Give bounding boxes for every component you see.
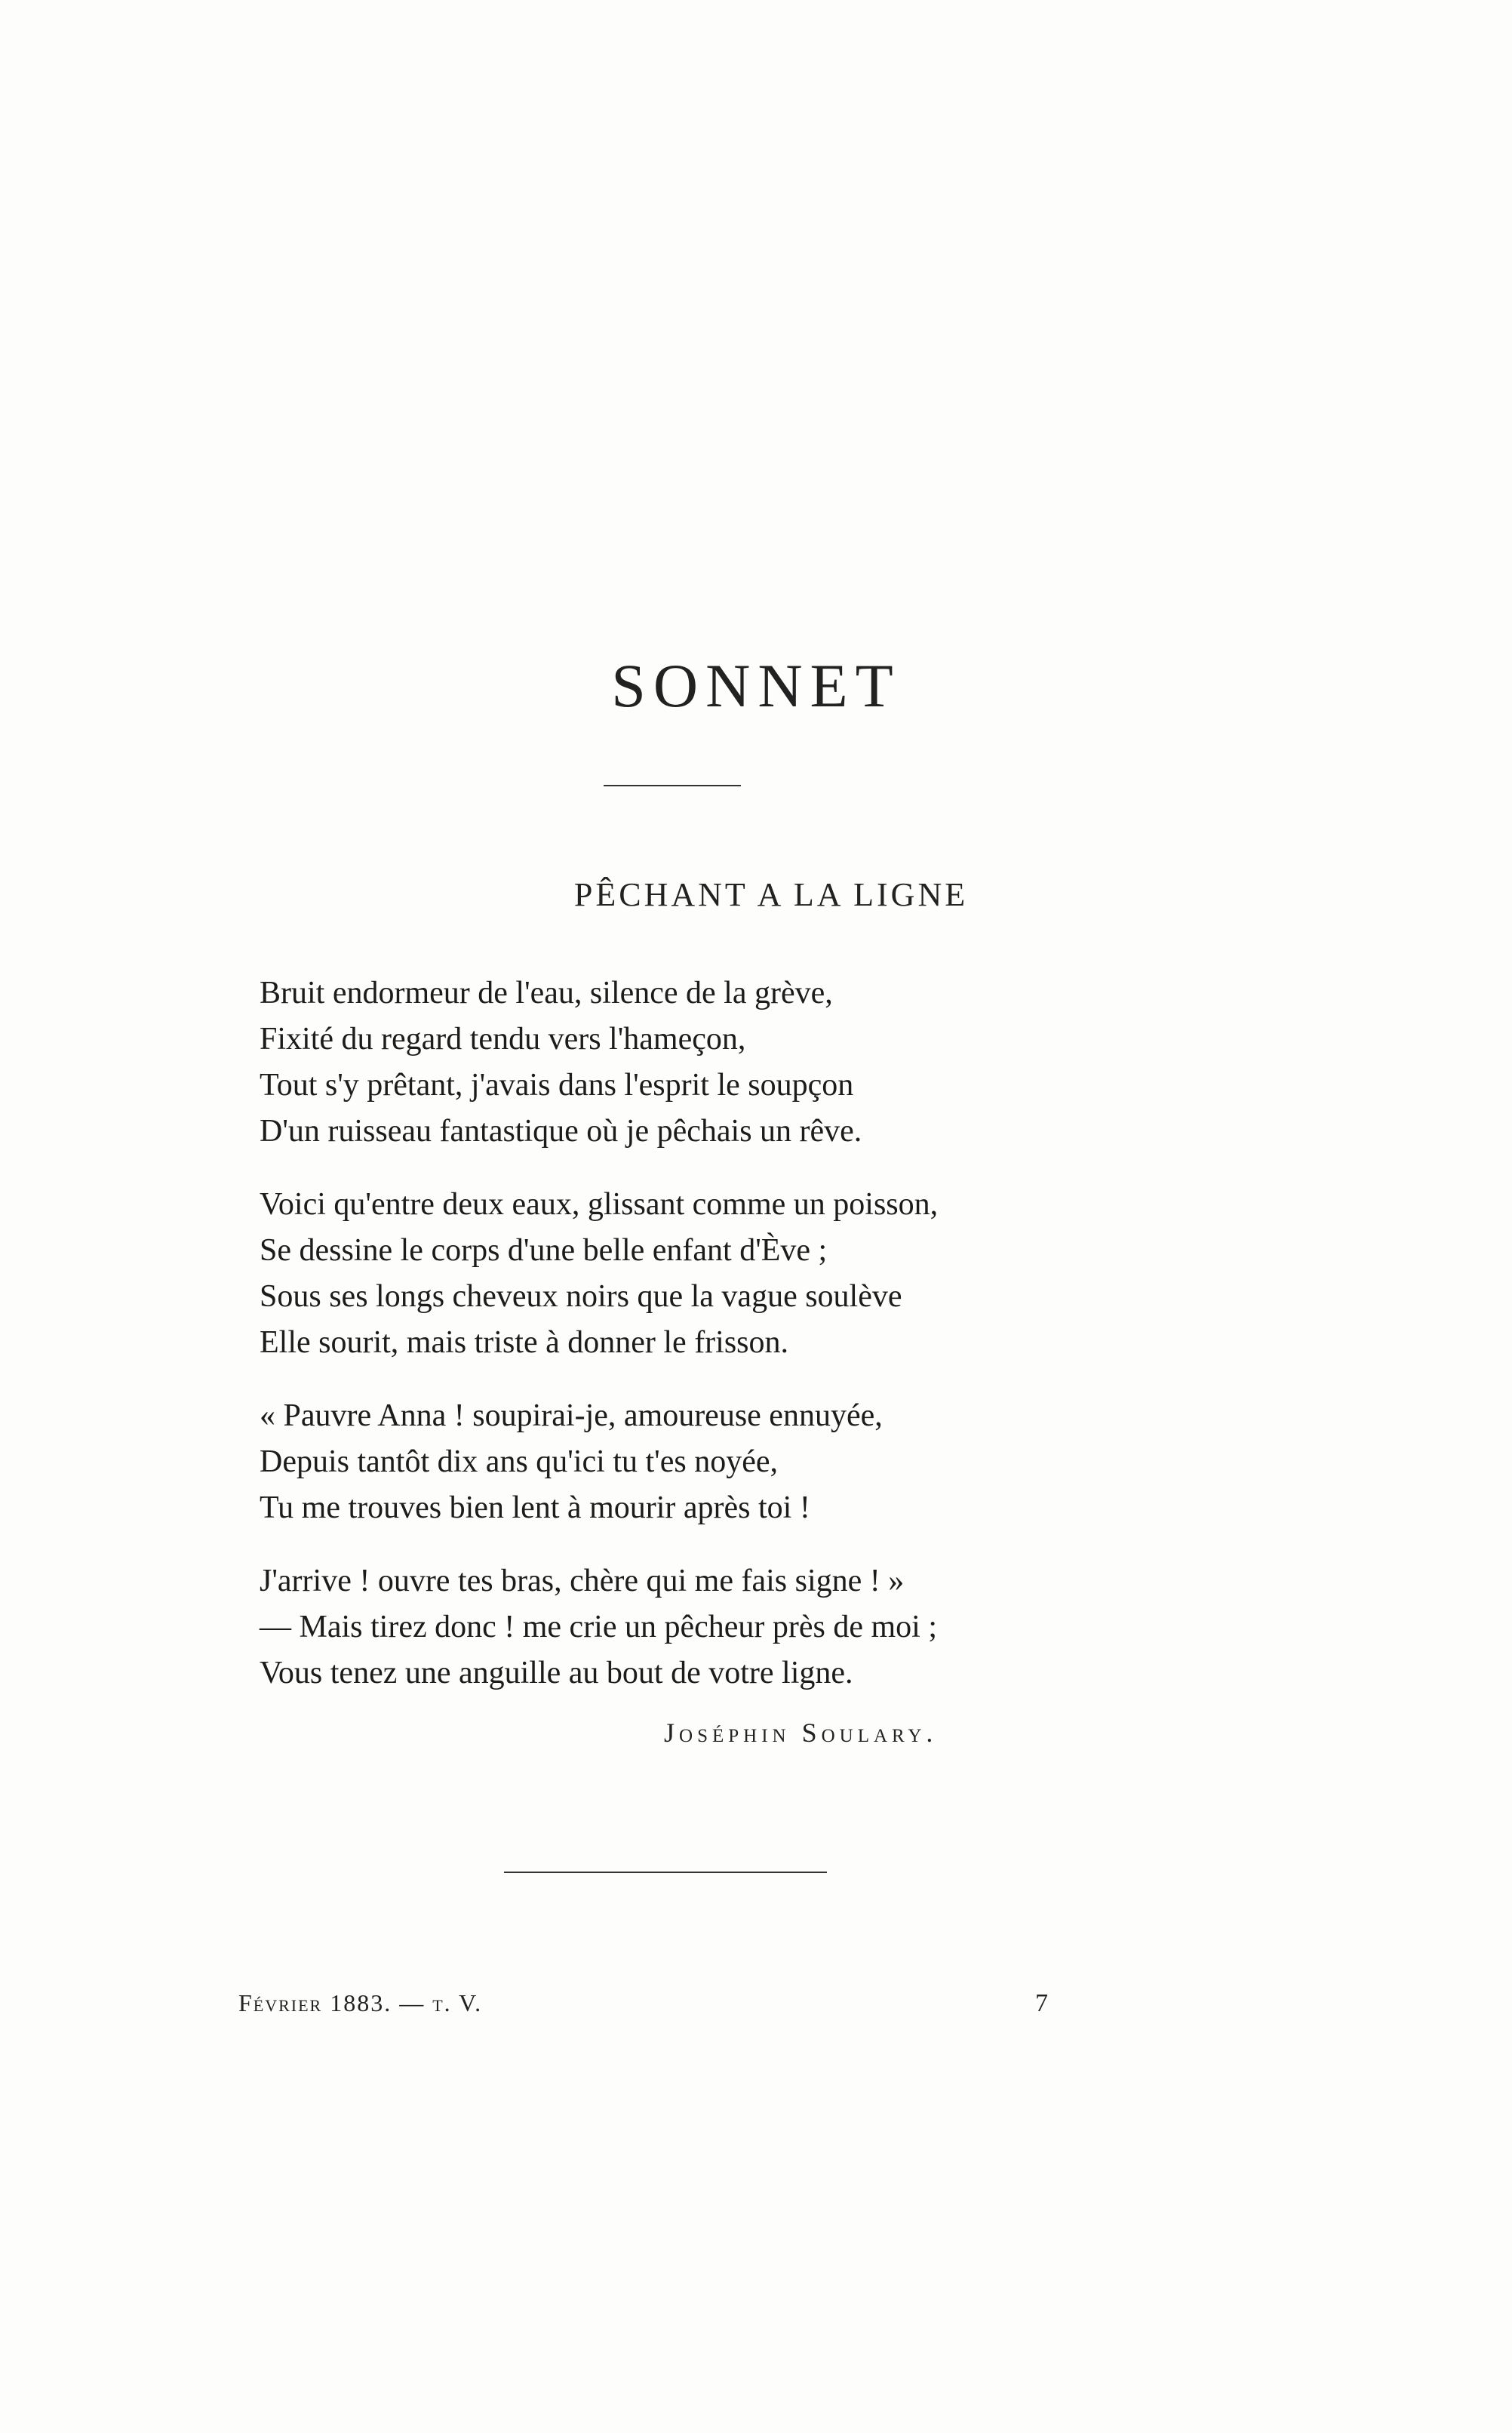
end-divider <box>504 1872 827 1873</box>
author-signature: Joséphin Soulary. <box>664 1718 938 1748</box>
verse-line: Fixité du regard tendu vers l'hameçon, <box>260 1022 746 1057</box>
verse-line: Elle sourit, mais triste à donner le frisson. <box>260 1325 789 1360</box>
footer-date-volume: Février 1883. — t. V. <box>238 1989 483 2016</box>
verse-line: « Pauvre Anna ! soupirai-je, amoureuse ennuyée, <box>260 1398 883 1433</box>
verse-line: Tu me trouves bien lent à mourir après toi ! <box>260 1490 810 1525</box>
stanza-4 <box>260 1558 1089 1696</box>
verse-line: Depuis tantôt dix ans qu'ici tu t'es noyée, <box>260 1444 779 1479</box>
verse-line: — Mais tirez donc ! me crie un pêcheur près de moi ; <box>260 1610 938 1644</box>
page-number: 7 <box>1035 1989 1048 2017</box>
verse-line: Voici qu'entre deux eaux, glissant comme un poisson, <box>260 1187 939 1222</box>
stanza-1 <box>260 970 1089 1155</box>
title-divider <box>604 785 741 786</box>
verse-line: J'arrive ! ouvre tes bras, chère qui me fais signe ! » <box>260 1564 905 1598</box>
verse-line: Sous ses longs cheveux noirs que la vague soulève <box>260 1279 902 1314</box>
poem-title: SONNET <box>611 651 901 720</box>
verse-line: Bruit endormeur de l'eau, silence de la grève, <box>260 976 833 1010</box>
verse-line: Tout s'y prêtant, j'avais dans l'esprit le soupçon <box>260 1068 854 1103</box>
verse-line: Vous tenez une anguille au bout de votre ligne. <box>260 1656 853 1690</box>
poem-subtitle: PÊCHANT A LA LIGNE <box>573 876 969 913</box>
verse-line: D'un ruisseau fantastique où je pêchais un rêve. <box>260 1114 862 1149</box>
poem-body <box>260 970 1089 1724</box>
stanza-2 <box>260 1182 1089 1366</box>
stanza-3 <box>260 1393 1089 1531</box>
verse-line: Se dessine le corps d'une belle enfant d'Ève ; <box>260 1233 828 1268</box>
